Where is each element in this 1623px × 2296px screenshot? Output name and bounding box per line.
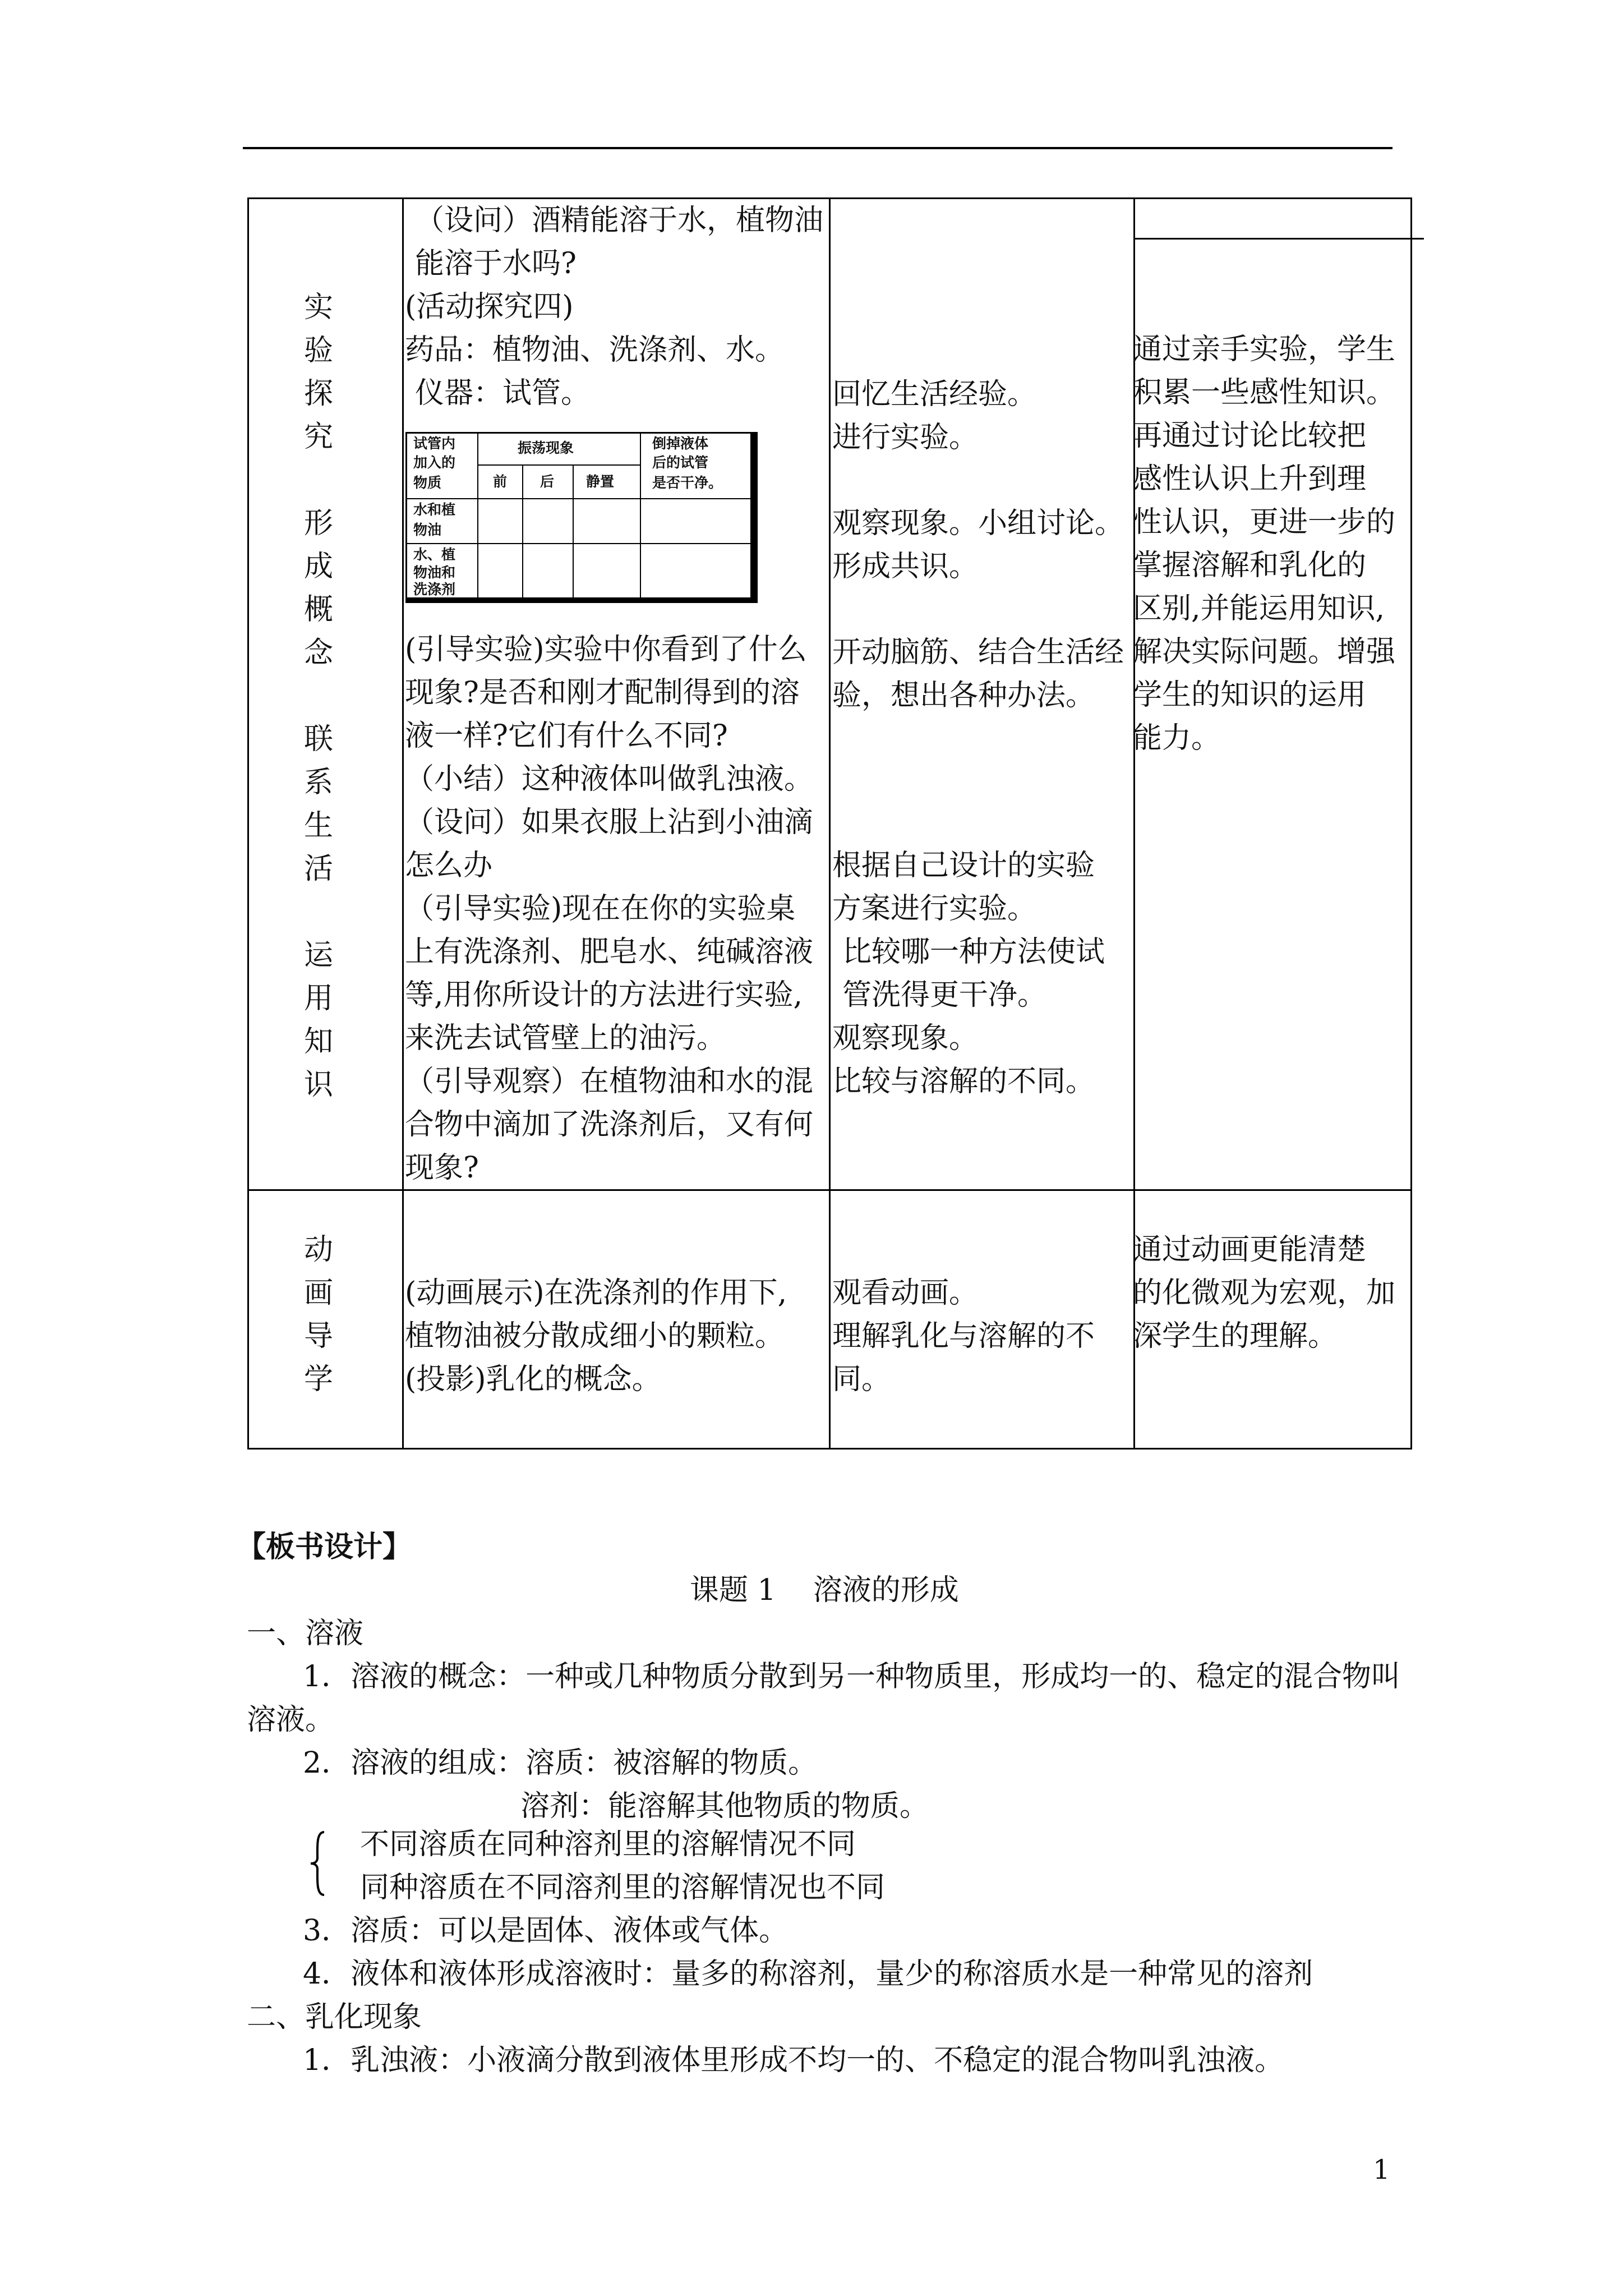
category-char: 形 [303, 507, 333, 540]
category-char: 导 [303, 1319, 333, 1353]
row2-category [251, 1228, 386, 1401]
liquid-liquid-rule: 4．液体和液体形成溶液时：量多的称溶剂，量少的称溶质水是一种常见的溶剂 [303, 1957, 1313, 1991]
text-line: 同。 [832, 1363, 891, 1396]
text-line: (投影)乳化的概念。 [405, 1363, 661, 1396]
category-char: 知 [303, 1025, 333, 1059]
category-char: 成 [303, 550, 333, 583]
text-line: 区别,并能运用知识, [1133, 592, 1385, 625]
category-char: 究 [303, 420, 333, 454]
text-line: （设问）如果衣服上沾到小油滴 [405, 806, 814, 839]
text-line: 回忆生活经验。 [832, 378, 1037, 411]
text-line: 方案进行实验。 [832, 892, 1037, 926]
category-char: 识 [303, 1068, 333, 1102]
text-line: （设问）酒精能溶于水，植物油 [415, 204, 824, 237]
brace-line-1: 不同溶质在同种溶剂里的溶解情况不同 [360, 1828, 856, 1861]
text-line: (引导实验)实验中你看到了什么 [405, 633, 807, 666]
solution-definition: 1．溶液的概念：一种或几种物质分散到另一种物质里，形成均一的、稳定的混合物叫 [303, 1660, 1401, 1694]
text-line: 上有洗涤剂、肥皂水、纯碱溶液 [405, 935, 814, 969]
text-line: 形成共识。 [832, 550, 979, 583]
category-char: 概 [303, 593, 333, 627]
category-char: 生 [303, 809, 333, 843]
text-line: 来洗去试管壁上的油污。 [405, 1022, 726, 1055]
text-line: 比较哪一种方法使试 [842, 935, 1105, 969]
section-1: 一、溶液 [247, 1617, 364, 1650]
text-line: 药品：植物油、洗涤剂、水。 [405, 333, 785, 367]
text-line: 仪器：试管。 [415, 376, 591, 410]
text-line: 开动脑筋、结合生活经 [832, 636, 1124, 669]
text-line: 性认识，更进一步的 [1133, 505, 1396, 539]
category-char: 联 [303, 723, 333, 756]
text-line: （小结）这种液体叫做乳浊液。 [405, 762, 814, 796]
text-line: 通过亲手实验，学生 [1133, 333, 1396, 366]
text-line: 通过动画更能清楚 [1133, 1233, 1367, 1267]
text-line: 的化微观为宏观，加 [1133, 1276, 1396, 1310]
category-char: 画 [303, 1276, 333, 1310]
category-char: 实 [303, 291, 333, 324]
brace-icon [307, 1830, 330, 1897]
text-line: 根据自己设计的实验 [832, 849, 1095, 882]
category-char [251, 675, 386, 718]
header-rule [243, 147, 1393, 149]
category-char: 活 [303, 852, 333, 886]
brace-line-2: 同种溶质在不同溶剂里的溶解情况也不同 [360, 1871, 886, 1904]
category-char: 用 [303, 982, 333, 1015]
text-line: 进行实验。 [832, 421, 979, 454]
text-line: (活动探究四) [405, 290, 574, 324]
text-line: 再通过讨论比较把 [1133, 419, 1367, 453]
text-line: 感性认识上升到理 [1133, 462, 1367, 496]
text-line: 理解乳化与溶解的不 [832, 1319, 1095, 1353]
category-char: 动 [303, 1233, 333, 1267]
text-line: 能力。 [1133, 721, 1221, 755]
category-char: 运 [303, 938, 333, 972]
text-line: （引导观察）在植物油和水的混 [405, 1065, 814, 1098]
section-2: 二、乳化现象 [247, 2000, 422, 2034]
category-char [251, 891, 386, 934]
text-line: 观察现象。 [832, 1022, 979, 1055]
text-line: 现象? [405, 1151, 479, 1185]
text-line: 管洗得更干净。 [842, 978, 1047, 1012]
row1-category [251, 286, 386, 1107]
emulsion-definition: 1．乳浊液：小液滴分散到液体里形成不均一的、不稳定的混合物叫乳浊液。 [303, 2044, 1284, 2077]
text-line: 学生的知识的运用 [1133, 678, 1367, 712]
text-line: 能溶于水吗? [415, 247, 577, 280]
text-line: 解决实际问题。增强 [1133, 635, 1396, 669]
text-line: 怎么办 [405, 849, 493, 882]
category-char: 系 [303, 766, 333, 799]
category-char: 验 [303, 334, 333, 367]
text-line: （引导实验)现在在你的实验桌 [405, 892, 796, 926]
category-char: 学 [303, 1363, 333, 1396]
text-line: 掌握溶解和乳化的 [1133, 549, 1367, 582]
text-line: 液一样?它们有什么不同? [405, 719, 728, 753]
text-line: 等,用你所设计的方法进行实验, [405, 978, 803, 1012]
board-heading: 【板书设计】 [237, 1530, 412, 1564]
page-number: 1 [1373, 2154, 1390, 2185]
board-title: 课题 1 溶液的形成 [690, 1573, 959, 1607]
text-line: 观看动画。 [832, 1276, 979, 1310]
text-line: 比较与溶解的不同。 [832, 1065, 1095, 1098]
solution-definition-cont: 溶液。 [247, 1703, 335, 1737]
text-line: (动画展示)在洗涤剂的作用下, [405, 1276, 787, 1310]
category-char [251, 459, 386, 502]
solute-types: 3．溶质：可以是固体、液体或气体。 [303, 1914, 789, 1948]
text-line: 深学生的理解。 [1133, 1319, 1338, 1353]
text-line: 植物油被分散成细小的颗粒。 [405, 1319, 785, 1353]
solvent-definition: 溶剂：能溶解其他物质的物质。 [520, 1789, 929, 1823]
category-char: 探 [303, 377, 333, 411]
text-line: 观察现象。小组讨论。 [832, 507, 1124, 540]
text-line: 验，想出各种办法。 [832, 679, 1095, 712]
text-line: 现象?是否和刚才配制得到的溶 [405, 676, 800, 710]
text-line: 合物中滴加了洗涤剂后，又有何 [405, 1108, 814, 1142]
observation-table: 试管内 加入的 物质 振荡现象 倒掉液体 后的试管 是否干净。 前 后 静置 水和植 物油 水、植 物油和 洗涤剂 [405, 432, 758, 603]
category-char: 念 [303, 636, 333, 670]
solution-composition: 2．溶液的组成：溶质：被溶解的物质。 [303, 1746, 818, 1780]
text-line: 积累一些感性知识。 [1133, 376, 1396, 409]
